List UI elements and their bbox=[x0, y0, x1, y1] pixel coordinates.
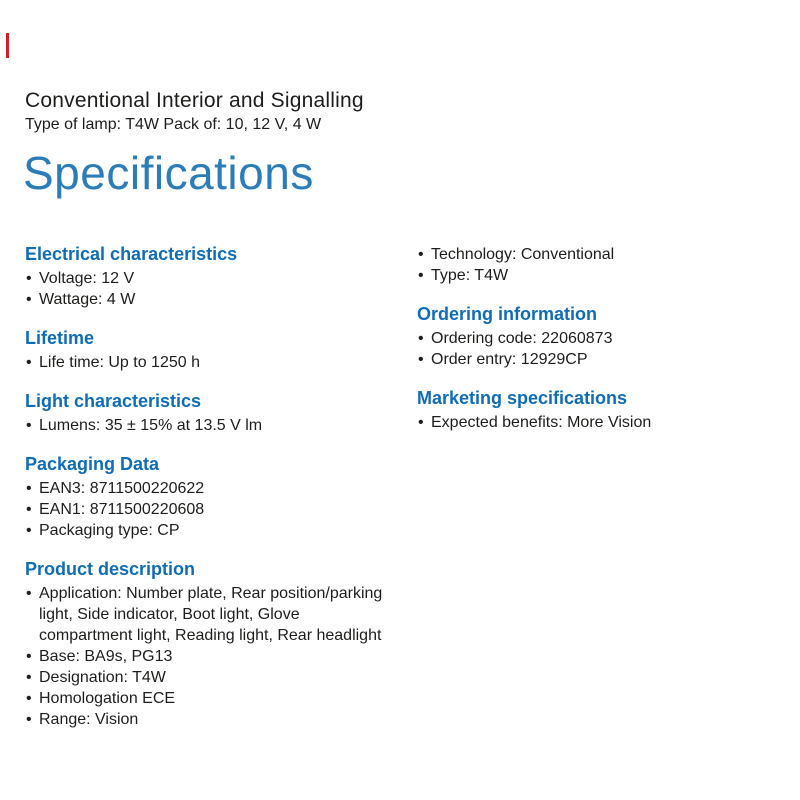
spec-list bbox=[25, 352, 393, 373]
page-title: Specifications bbox=[23, 147, 314, 199]
spec-list bbox=[25, 268, 393, 310]
spec-item bbox=[25, 289, 393, 310]
item-text: Wattage: 4 W bbox=[39, 291, 136, 308]
spec-item bbox=[25, 709, 393, 730]
bullet-marker: • bbox=[26, 480, 32, 497]
spec-section bbox=[25, 391, 393, 436]
left-column bbox=[25, 244, 393, 748]
lamp-type-subtitle: Type of lamp: T4W Pack of: 10, 12 V, 4 W bbox=[25, 116, 322, 133]
spec-list bbox=[417, 412, 777, 433]
spec-item bbox=[25, 646, 393, 667]
spec-item bbox=[25, 478, 393, 499]
bullet-marker: • bbox=[26, 585, 32, 602]
spec-item bbox=[25, 583, 393, 646]
bullet-marker: • bbox=[26, 711, 32, 728]
red-accent-mark bbox=[6, 33, 9, 58]
spec-section bbox=[25, 244, 393, 310]
bullet-marker: • bbox=[26, 417, 32, 434]
right-column bbox=[417, 244, 777, 451]
section-heading: Packaging Data bbox=[25, 454, 160, 474]
spec-section bbox=[417, 244, 777, 286]
section-heading: Electrical characteristics bbox=[25, 244, 238, 264]
spec-item bbox=[417, 265, 777, 286]
item-text: Technology: Conventional bbox=[431, 246, 615, 263]
item-text: Lumens: 35 ± 15% at 13.5 V lm bbox=[39, 417, 263, 434]
bullet-marker: • bbox=[418, 267, 424, 284]
item-text: Base: BA9s, PG13 bbox=[39, 648, 173, 665]
spec-section bbox=[25, 559, 393, 730]
item-text: Expected benefits: More Vision bbox=[431, 414, 652, 431]
spec-item bbox=[25, 352, 393, 373]
spec-item bbox=[25, 667, 393, 688]
item-text: Ordering code: 22060873 bbox=[431, 330, 613, 347]
bullet-marker: • bbox=[26, 669, 32, 686]
item-text: EAN1: 8711500220608 bbox=[39, 501, 205, 518]
spec-item bbox=[25, 268, 393, 289]
item-text: Life time: Up to 1250 h bbox=[39, 354, 200, 371]
spec-list bbox=[417, 328, 777, 370]
spec-list bbox=[25, 583, 393, 730]
bullet-marker: • bbox=[418, 351, 424, 368]
spec-section bbox=[25, 454, 393, 541]
spec-item bbox=[417, 412, 777, 433]
bullet-marker: • bbox=[26, 522, 32, 539]
bullet-marker: • bbox=[418, 246, 424, 263]
spec-list bbox=[25, 478, 393, 541]
spec-columns bbox=[25, 244, 787, 748]
bullet-marker: • bbox=[418, 330, 424, 347]
section-heading: Lifetime bbox=[25, 328, 95, 348]
spec-item bbox=[417, 328, 777, 349]
spec-item bbox=[25, 688, 393, 709]
bullet-marker: • bbox=[26, 690, 32, 707]
bullet-marker: • bbox=[418, 414, 424, 431]
document-header bbox=[25, 88, 364, 135]
bullet-marker: • bbox=[26, 291, 32, 308]
item-text: Packaging type: CP bbox=[39, 522, 180, 539]
bullet-marker: • bbox=[26, 648, 32, 665]
item-text: Designation: T4W bbox=[39, 669, 166, 686]
section-heading: Light characteristics bbox=[25, 391, 202, 411]
spec-item bbox=[417, 349, 777, 370]
item-text: Range: Vision bbox=[39, 711, 139, 728]
bullet-marker: • bbox=[26, 501, 32, 518]
spec-section bbox=[25, 328, 393, 373]
category-title: Conventional Interior and Signalling bbox=[25, 89, 364, 112]
item-text: Application: Number plate, Rear position/parking light, Side indicator, Boot light, Glove compartment light, Reading light, Rear headlight bbox=[39, 585, 383, 644]
spec-item bbox=[417, 244, 777, 265]
spec-item bbox=[25, 499, 393, 520]
spec-section bbox=[417, 388, 777, 433]
spec-item bbox=[25, 520, 393, 541]
item-text: Homologation ECE bbox=[39, 690, 176, 707]
item-text: EAN3: 8711500220622 bbox=[39, 480, 205, 497]
item-text: Voltage: 12 V bbox=[39, 270, 135, 287]
spec-section bbox=[417, 304, 777, 370]
bullet-marker: • bbox=[26, 354, 32, 371]
section-heading: Marketing specifications bbox=[417, 388, 628, 408]
spec-item bbox=[25, 415, 393, 436]
spec-list bbox=[417, 244, 777, 286]
bullet-marker: • bbox=[26, 270, 32, 287]
section-heading: Ordering information bbox=[417, 304, 597, 324]
item-text: Type: T4W bbox=[431, 267, 509, 284]
section-heading: Product description bbox=[25, 559, 196, 579]
item-text: Order entry: 12929CP bbox=[431, 351, 588, 368]
spec-list bbox=[25, 415, 393, 436]
